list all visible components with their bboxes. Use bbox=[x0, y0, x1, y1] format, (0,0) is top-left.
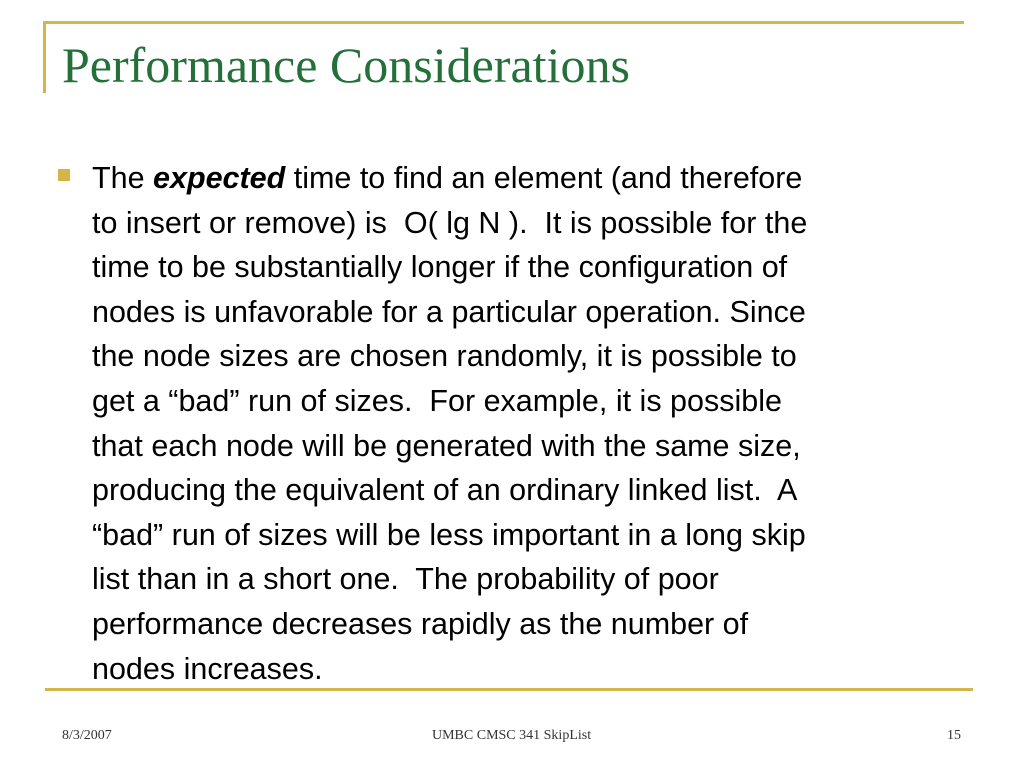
bullet-line: performance decreases rapidly as the number of bbox=[92, 606, 749, 641]
footer-accent-rule bbox=[45, 688, 973, 691]
left-accent-rule bbox=[43, 21, 46, 93]
slide-title: Performance Considerations bbox=[62, 37, 630, 93]
bullet-line: producing the equivalent of an ordinary linked list. A bbox=[92, 473, 798, 508]
bullet-line: that each node will be generated with the same size, bbox=[92, 428, 801, 463]
bullet-line bbox=[92, 156, 972, 201]
bullet-line: nodes increases. bbox=[92, 651, 323, 686]
top-accent-rule bbox=[43, 21, 964, 24]
square-bullet-icon bbox=[58, 169, 70, 181]
bullet-line-tail: time to find an element (and therefore bbox=[285, 161, 803, 195]
footer-course-title: UMBC CMSC 341 SkipList bbox=[432, 728, 592, 743]
bullet-line-lead: The bbox=[92, 161, 154, 195]
bullet-line: to insert or remove) is O( lg N ). It is possible for the bbox=[92, 205, 808, 240]
emphasized-word: expected bbox=[153, 161, 286, 195]
bullet-line: get a “bad” run of sizes. For example, it is possible bbox=[92, 383, 782, 418]
bullet-line: nodes is unfavorable for a particular operation. Since bbox=[92, 294, 806, 329]
footer-date: 8/3/2007 bbox=[62, 728, 112, 743]
bullet-line: list than in a short one. The probability of poor bbox=[92, 562, 719, 597]
bullet-line: the node sizes are chosen randomly, it is possible to bbox=[92, 339, 797, 374]
bullet-text bbox=[92, 156, 972, 691]
slide-number: 15 bbox=[947, 728, 961, 743]
bullet-line: “bad” run of sizes will be less important in a long skip bbox=[92, 517, 806, 552]
bullet-line: time to be substantially longer if the configuration of bbox=[92, 250, 788, 285]
